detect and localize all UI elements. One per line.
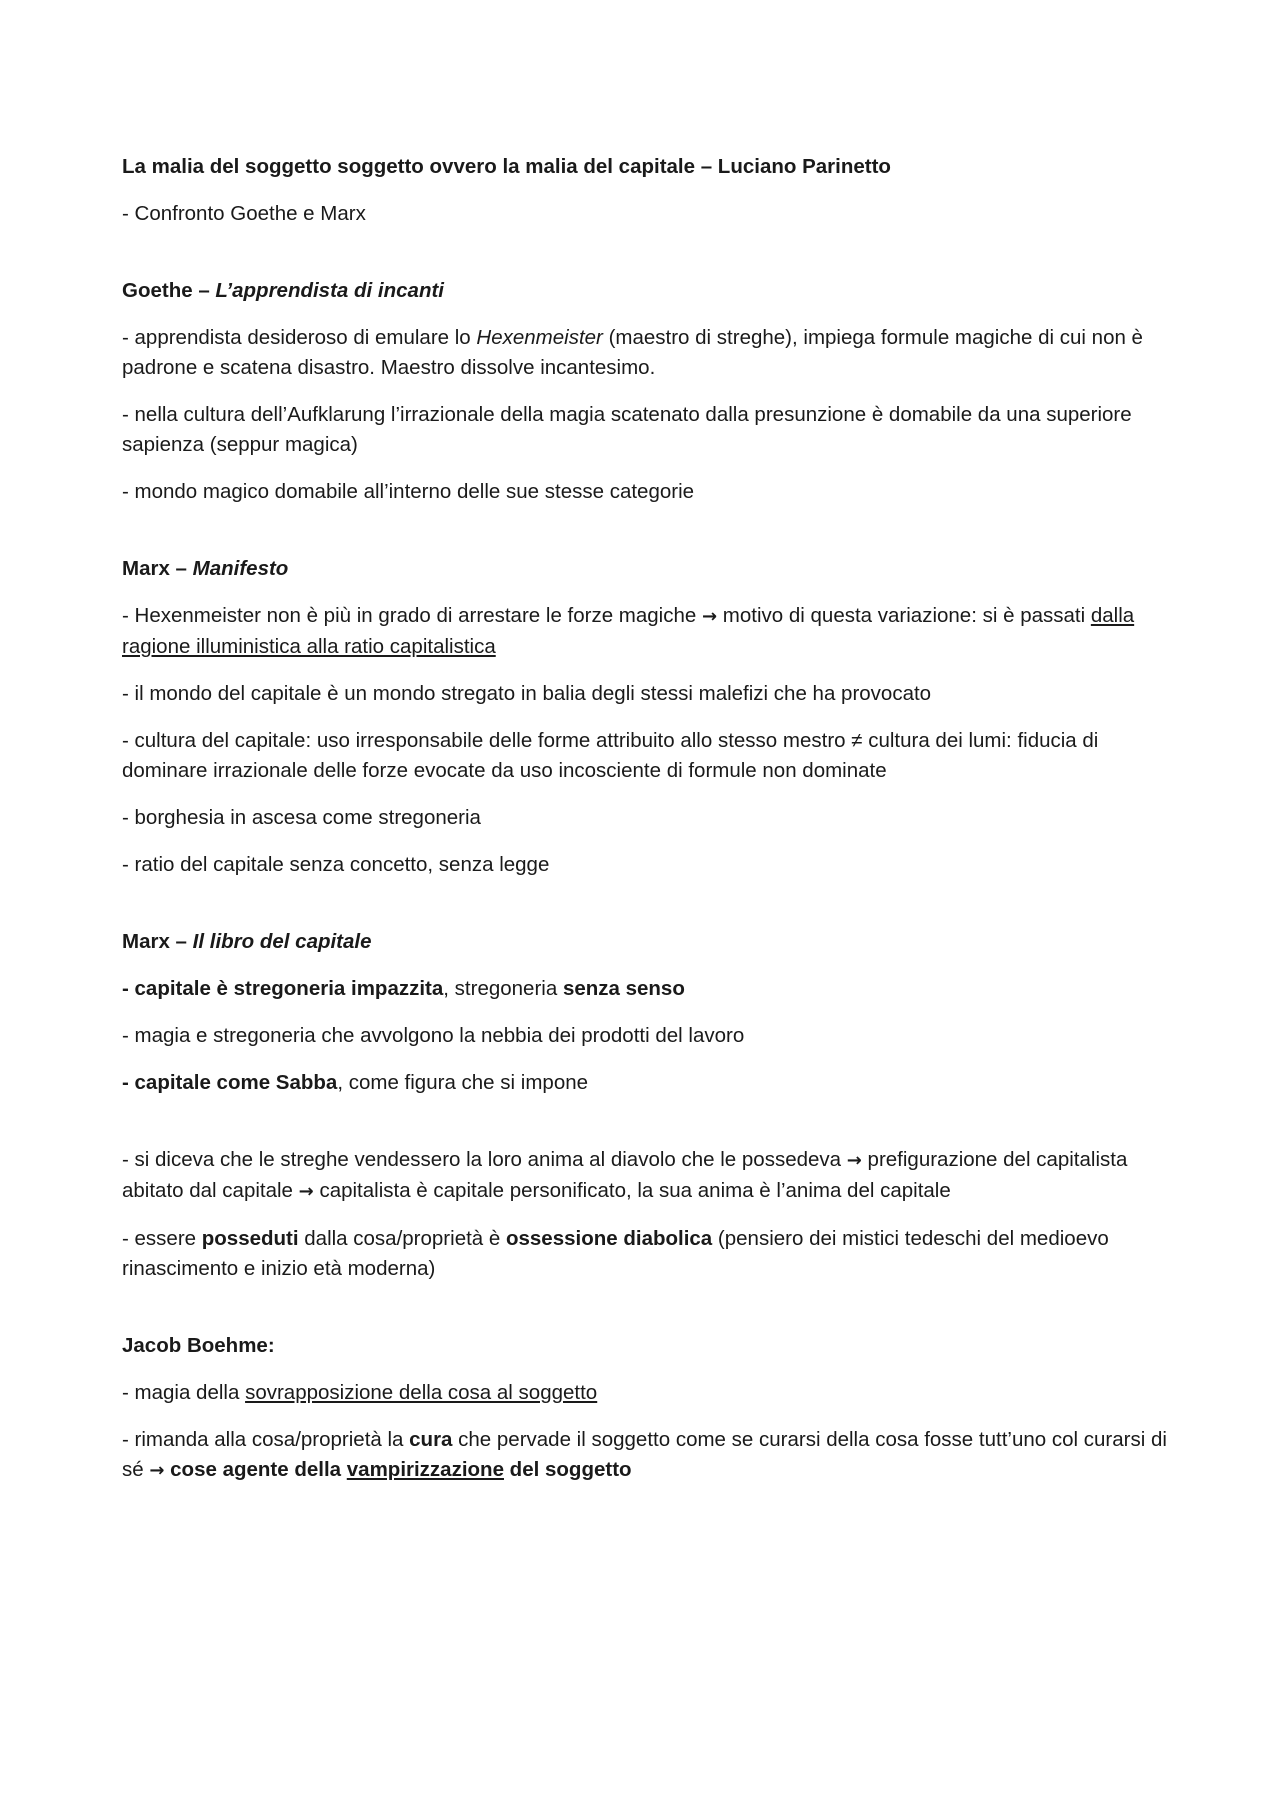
manifesto-paragraph-1: - Hexenmeister non è più in grado di arrestare le forze magiche → motivo di questa variazione: si è passati dalla ragione illuministica alla ratio capitalistica (122, 604, 1135, 658)
libro-paragraph-2: - magia e stregoneria che avvolgono la nebbia dei prodotti del lavoro (122, 1024, 745, 1047)
manifesto-paragraph-5: - ratio del capitale senza concetto, senza legge (122, 853, 550, 876)
boehme-paragraph-1: - magia della sovrapposizione della cosa al soggetto (122, 1381, 598, 1404)
libro-paragraph-1: - capitale è stregoneria impazzita, stregoneria senza senso (122, 977, 685, 1000)
intro-line: - Confronto Goethe e Marx (122, 202, 366, 225)
manifesto-paragraph-2: - il mondo del capitale è un mondo stregato in balia degli stessi malefizi che ha provocato (122, 682, 932, 705)
section-heading-manifesto: Marx – Manifesto (122, 557, 289, 580)
section-heading-boehme: Jacob Boehme: (122, 1334, 275, 1357)
document-page (122, 152, 1172, 1503)
arrow-right-icon: → (702, 606, 718, 627)
goethe-paragraph-1: - apprendista desideroso di emulare lo Hexenmeister (maestro di streghe), impiega formule magiche di cui non è padrone e scatena disastro. Maestro dissolve incantesimo. (122, 326, 1143, 379)
arrow-right-icon: → (846, 1150, 862, 1171)
section-heading-libro: Marx – Il libro del capitale (122, 930, 372, 953)
manifesto-paragraph-3: - cultura del capitale: uso irresponsabile delle forme attribuito allo stesso mestro ≠ cultura dei lumi: fiducia di dominare irrazionale delle forze evocate da uso incosciente di formule non dominate (122, 729, 1099, 782)
libro-paragraph-5: - essere posseduti dalla cosa/proprietà è ossessione diabolica (pensiero dei mistici tedeschi del medioevo rinascimento e inizio età moderna) (122, 1227, 1109, 1280)
libro-paragraph-4: - si diceva che le streghe vendessero la loro anima al diavolo che le possedeva → prefigurazione del capitalista abitato dal capitale → capitalista è capitale personificato, la sua anima è l’anima del capitale (122, 1148, 1128, 1202)
arrow-right-icon: → (149, 1460, 165, 1481)
document-title: La malia del soggetto soggetto ovvero la malia del capitale – Luciano Parinetto (122, 155, 891, 178)
goethe-paragraph-2: - nella cultura dell’Aufklarung l’irrazionale della magia scatenato dalla presunzione è domabile da una superiore sapienza (seppur magica) (122, 403, 1132, 456)
manifesto-paragraph-4: - borghesia in ascesa come stregoneria (122, 806, 481, 829)
section-heading-goethe: Goethe – L’apprendista di incanti (122, 279, 444, 302)
arrow-right-icon: → (298, 1181, 314, 1202)
boehme-paragraph-2: - rimanda alla cosa/proprietà la cura che pervade il soggetto come se curarsi della cosa fosse tutt’uno col curarsi di sé → cose agente della vampirizzazione del soggetto (122, 1428, 1167, 1481)
libro-paragraph-3: - capitale come Sabba, come figura che si impone (122, 1071, 589, 1094)
goethe-paragraph-3: - mondo magico domabile all’interno delle sue stesse categorie (122, 480, 695, 503)
